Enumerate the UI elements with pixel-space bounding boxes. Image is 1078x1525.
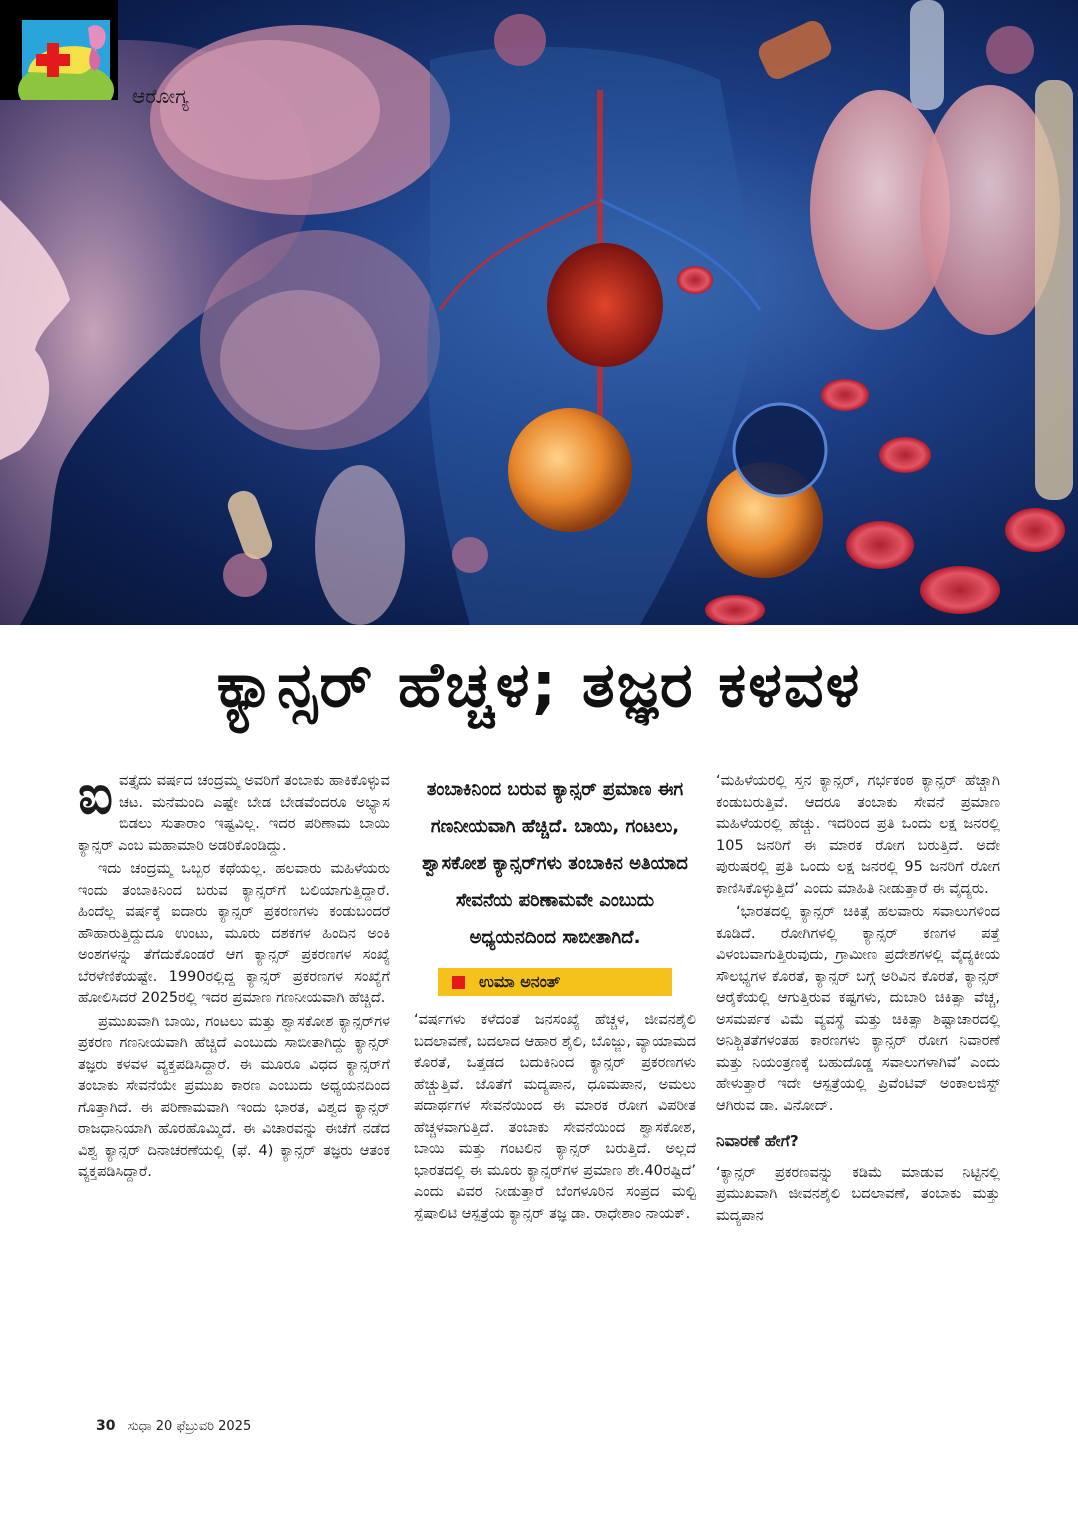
paragraph: ಪ್ರಮುಖವಾಗಿ ಬಾಯಿ, ಗಂಟಲು ಮತ್ತು ಶ್ವಾಸಕೋಶ ಕ್ಯಾನ್ಸರ್‌ಗಳ ಪ್ರಕರಣ ಗಣನೀಯವಾಗಿ ಹೆಚ್ಚಿದೆ ಎಂಬುದು ಸಾಬೀತಾಗಿದ್ದು ಕ್ಯಾನ್ಸರ್ ತಜ್ಞರು ಕಳವಳ ವ್ಯಕ್ತಪಡಿಸಿದ್ದಾರೆ. ಈ ಮೂರೂ ವಿಧದ ಕ್ಯಾನ್ಸರ್‌ಗೆ ತಂಬಾಕು ಸೇವನೆಯೇ ಪ್ರಮುಖ ಕಾರಣ ಎಂಬುದು ಅಧ್ಯಯನದಿಂದ ಗೊತ್ತಾಗಿದೆ. ಈ ಪರಿಣಾಮವಾಗಿ ಇಂದು ಭಾರತ, ವಿಶ್ವದ ಕ್ಯಾನ್ಸರ್ ರಾಜಧಾನಿಯಾಗಿ ಹೊರಹೊಮ್ಮಿದೆ. ಈ ವಿಚಾರವನ್ನು ಈಚೆಗೆ ನಡೆದ ವಿಶ್ವ ಕ್ಯಾನ್ಸರ್ ದಿನಾಚರಣೆಯಲ್ಲಿ (ಫೆ. 4) ಕ್ಯಾನ್ಸರ್ ತಜ್ಞರು ಆತಂಕ ವ್ಯಕ್ತಪಡಿಸಿದ್ದಾರೆ.	[78, 1013, 390, 1180]
pull-quote: ತಂಬಾಕಿನಿಂದ ಬರುವ ಕ್ಯಾನ್ಸರ್ ಪ್ರಮಾಣ ಈಗ ಗಣನೀಯವಾಗಿ ಹೆಚ್ಚಿದೆ. ಬಾಯಿ, ಗಂಟಲು, ಶ್ವಾಸಕೋಶ ಕ್ಯಾನ್ಸರ್‌ಗಳು ತಂಬಾಕಿನ ಅತಿಯಾದ ಸೇವನೆಯ ಪರಿಣಾಮವೇ ಎಂಬುದು ಅಧ್ಯಯನದಿಂದ ಸಾಬೀತಾಗಿದೆ.	[422, 779, 688, 948]
author-byline	[438, 968, 672, 996]
paragraph: ಇದು ಚಂದ್ರಮ್ಮ ಒಬ್ಬರ ಕಥೆಯಲ್ಲ. ಹಲವಾರು ಮಹಿಳೆಯರು ಇಂದು ತಂಬಾಕಿನಿಂದ ಬರುವ ಕ್ಯಾನ್ಸರ್‌ಗೆ ಬಲಿಯಾಗುತ್ತಿದ್ದಾರೆ. ಹಿಂದೆಲ್ಲ ವರ್ಷಕ್ಕೆ ಐದಾರು ಕ್ಯಾನ್ಸರ್ ಪ್ರಕರಣಗಳು ಕಂಡುಬಂದರೆ ಹೌಹಾರುತ್ತಿದ್ದುದೂ ಉಂಟು, ಮೂರು ದಶಕಗಳ ಹಿಂದಿನ ಅಂಕಿ ಅಂಶಗಳನ್ನು ತೆಗೆದುಕೊಂಡರೆ ಆಗ ಕ್ಯಾನ್ಸರ್ ಪ್ರಕರಣಗಳ ಸಂಖ್ಯೆ ಬೆರಳೆಣಿಕೆಯಷ್ಟೇ. 1990ರಲ್ಲಿದ್ದ ಕ್ಯಾನ್ಸರ್ ಪ್ರಕರಣಗಳ ಸಂಖ್ಯೆಗೆ ಹೋಲಿಸಿದರೆ 2025ರಲ್ಲಿ ಇದರ ಪ್ರಮಾಣ ಗಣನೀಯವಾಗಿ ಹೆಚ್ಚಿದೆ.	[78, 861, 390, 1006]
dropcap: ಐ	[78, 763, 113, 826]
paragraph: ‘ಕ್ಯಾನ್ಸರ್ ಪ್ರಕರಣವನ್ನು ಕಡಿಮೆ ಮಾಡುವ ನಿಟ್ಟಿನಲ್ಲಿ ಪ್ರಮುಖವಾಗಿ ಜೀವನಶೈಲಿ ಬದಲಾವಣೆ, ತಂಬಾಕು ಮತ್ತು ಮದ್ಯಪಾನ	[716, 1164, 1000, 1224]
health-cross-butterfly-icon	[0, 0, 118, 100]
page-number: 30	[96, 1418, 116, 1434]
section-logo	[0, 0, 118, 100]
subheading: ನಿವಾರಣೆ ಹೇಗೆ?	[716, 1132, 799, 1150]
section-label: ಆರೋಗ್ಯ	[132, 84, 189, 108]
publication-info: ಸುಧಾ 20 ಫೆಬ್ರುವರಿ 2025	[127, 1419, 252, 1434]
article-column-2	[414, 771, 696, 1227]
byline-marker-icon	[452, 976, 465, 989]
paragraph: ‘ಮಹಿಳೆಯರಲ್ಲಿ ಸ್ತನ ಕ್ಯಾನ್ಸರ್, ಗರ್ಭಕಂಠ ಕ್ಯಾನ್ಸರ್ ಹೆಚ್ಚಾಗಿ ಕಂಡುಬರುತ್ತಿವೆ. ಆದರೂ ತಂಬಾಕು ಸೇವನೆ ಪ್ರಮಾಣ ಮಹಿಳೆಯರಲ್ಲಿ ಹೆಚ್ಚು. ಇದರಿಂದ ಪ್ರತಿ ಒಂದು ಲಕ್ಷ ಜನರಲ್ಲಿ 105 ಜನರಿಗೆ ಈ ಮಾರಕ ರೋಗ ಬರುತ್ತಿದೆ. ಅದೇ ಪುರುಷರಲ್ಲಿ ಪ್ರತಿ ಒಂದು ಲಕ್ಷ ಜನರಲ್ಲಿ 95 ಜನರಿಗೆ ರೋಗ ಕಾಣಿಸಿಕೊಳ್ಳುತ್ತಿದೆ’ ಎಂದು ಮಾಹಿತಿ ನೀಡುತ್ತಾರೆ ಈ ವೈದ್ಯರು.	[716, 773, 1000, 897]
paragraph: ವತ್ತೈದು ವರ್ಷದ ಚಂದ್ರಮ್ಮ ಅವರಿಗೆ ತಂಬಾಕು ಹಾಕಿಕೊಳ್ಳುವ ಚಟ. ಮನೆಮಂದಿ ಎಷ್ಟೇ ಬೇಡ ಬೇಡವೆಂದರೂ ಅಭ್ಯಾಸ ಬಿಡಲು ಸುತಾರಾಂ ಇಷ್ಟವಿಲ್ಲ. ಇದರ ಪರಿಣಾಮ ಬಾಯಿ ಕ್ಯಾನ್ಸರ್ ಎಂಬ ಮಹಾಮಾರಿ ಅಡರಿಕೊಂಡಿದ್ದು.	[78, 773, 390, 854]
author-name: ಉಮಾ ಅನಂತ್	[479, 972, 561, 992]
paragraph: ‘ಭಾರತದಲ್ಲಿ ಕ್ಯಾನ್ಸರ್ ಚಿಕಿತ್ಸೆ ಹಲವಾರು ಸವಾಲುಗಳಿಂದ ಕೂಡಿದೆ. ರೋಗಿಗಳಲ್ಲಿ ಕ್ಯಾನ್ಸರ್ ಕಣಗಳ ಪತ್ತೆ ವಿಳಂಬವಾಗುತ್ತಿರುವುದು, ಗ್ರಾಮೀಣ ಪ್ರದೇಶಗಳಲ್ಲಿ ವೈದ್ಯಕೀಯ ಸೌಲಭ್ಯಗಳ ಕೊರತೆ, ಕ್ಯಾನ್ಸರ್ ಬಗ್ಗೆ ಅರಿವಿನ ಕೊರತೆ, ಕ್ಯಾನ್ಸರ್ ಆರೈಕೆಯಲ್ಲಿ ಆಗುತ್ತಿರುವ ಕಷ್ಟಗಳು, ದುಬಾರಿ ಚಿಕಿತ್ಸಾ ವೆಚ್ಚ, ಅಸಮರ್ಪಕ ವಿಮೆ ವ್ಯವಸ್ಥೆ ಮತ್ತು ಚಿಕಿತ್ಸಾ ಶಿಷ್ಟಾಚಾರದಲ್ಲಿ ಅನಿಶ್ಚಿತತೆಗಳಂತಹ ಕಾರಣಗಳು ಕ್ಯಾನ್ಸರ್ ರೋಗ ನಿವಾರಣೆ ಮತ್ತು ನಿಯಂತ್ರಣಕ್ಕೆ ಬಹುದೊಡ್ಡ ಸವಾಲುಗಳಾಗಿವೆ’ ಎಂದು ಹೇಳುತ್ತಾರೆ ಇದೇ ಆಸ್ಪತ್ರೆಯಲ್ಲಿ ಪ್ರಿವೆಂಟಿವ್ ಅಂಕಾಲಜಿಸ್ಟ್ ಆಗಿರುವ ಡಾ. ವಿನೋದ್.	[716, 904, 1000, 1114]
headline: ಕ್ಯಾನ್ಸರ್ ಹೆಚ್ಚಳ; ತಜ್ಞರ ಕಳವಳ	[216, 648, 862, 721]
article-column-3	[716, 771, 1000, 1229]
page-footer	[96, 1418, 251, 1434]
paragraph: ‘ವರ್ಷಗಳು ಕಳೆದಂತೆ ಜನಸಂಖ್ಯೆ ಹೆಚ್ಚಳ, ಜೀವನಶೈಲಿ ಬದಲಾವಣೆ, ಬದಲಾದ ಆಹಾರ ಶೈಲಿ, ಬೊಜ್ಜು, ವ್ಯಾಯಾಮದ ಕೊರತೆ, ಒತ್ತಡದ ಬದುಕಿನಿಂದ ಕ್ಯಾನ್ಸರ್ ಪ್ರಕರಣಗಳು ಹೆಚ್ಚುತ್ತಿವೆ. ಜೊತೆಗೆ ಮದ್ಯಪಾನ, ಧೂಮಪಾನ, ಅಮಲು ಪದಾರ್ಥಗಳ ಸೇವನೆಯಿಂದ ಈ ಮಾರಕ ರೋಗ ವಿಪರೀತ ಹೆಚ್ಚಳವಾಗುತ್ತಿದೆ. ತಂಬಾಕು ಸೇವನೆಯಿಂದ ಶ್ವಾಸಕೋಶ, ಬಾಯಿ ಮತ್ತು ಗಂಟಲಿನ ಕ್ಯಾನ್ಸರ್ ಬರುತ್ತಿದೆ. ಅಲ್ಲದೆ ಭಾರತದಲ್ಲಿ ಈ ಮೂರು ಕ್ಯಾನ್ಸರ್‌ಗಳ ಪ್ರಮಾಣ ಶೇ.40ರಷ್ಟಿದೆ’ ಎಂದು ವಿವರ ನೀಡುತ್ತಾರೆ ಬೆಂಗಳೂರಿನ ಸಂಪ್ರದ ಮಲ್ಟಿ ಸ್ಪೆಷಾಲಿಟಿ ಆಸ್ಪತ್ರೆಯ ಕ್ಯಾನ್ಸರ್ ತಜ್ಞ ಡಾ. ರಾಧೇಶಾಂ ನಾಯಕ್.	[414, 1012, 696, 1222]
article-column-1	[78, 763, 390, 1186]
